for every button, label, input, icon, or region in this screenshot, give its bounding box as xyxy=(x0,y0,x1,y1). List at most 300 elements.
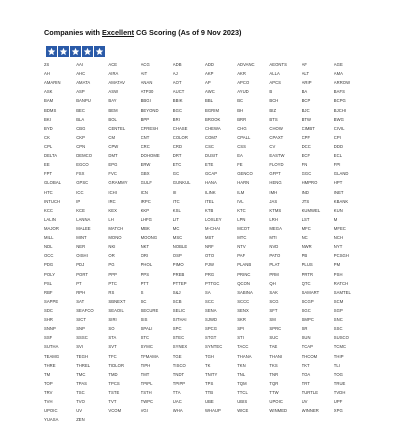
company-symbol: TWPC xyxy=(140,399,154,405)
company-symbol: MONO xyxy=(108,235,122,241)
company-symbol: LH xyxy=(108,216,114,222)
company-symbol: BLA xyxy=(76,116,85,122)
company-symbol: PSL xyxy=(44,280,53,286)
company-symbol: SR xyxy=(301,326,308,332)
company-symbol: PLAT xyxy=(269,262,280,268)
company-symbol: SCC xyxy=(205,298,214,304)
company-symbol: GPSC xyxy=(76,180,89,186)
company-symbol: IRPC xyxy=(140,198,151,204)
company-symbol: SIRI xyxy=(108,317,117,323)
company-symbol: THANA xyxy=(237,353,252,359)
company-symbol: SNP xyxy=(76,326,85,332)
company-symbol: OTO xyxy=(205,253,215,259)
company-symbol: TKS xyxy=(269,362,278,368)
company-symbol: TPIPP xyxy=(172,380,186,386)
company-symbol: TISCO xyxy=(172,362,186,368)
company-symbol: SYNTEC xyxy=(205,344,223,350)
company-symbol: WINMED xyxy=(269,408,288,414)
company-symbol: FE xyxy=(237,162,243,168)
company-symbol: NYT xyxy=(333,244,343,250)
company-symbol: THIP xyxy=(333,353,344,359)
company-symbol: AJ xyxy=(172,71,178,77)
company-symbol: SITHAI xyxy=(172,317,187,323)
company-symbol: BRI xyxy=(172,116,180,122)
company-symbol: CSS xyxy=(237,143,246,149)
company-symbol: ATP30 xyxy=(140,89,154,95)
company-symbol: EE xyxy=(44,162,50,168)
company-symbol: BGC xyxy=(172,107,183,113)
company-symbol: BPP xyxy=(140,116,150,122)
company-symbol: AIT xyxy=(140,71,148,77)
company-symbol: LST xyxy=(301,216,310,222)
company-symbol: STEC xyxy=(172,335,185,341)
company-symbol: ACE xyxy=(108,62,118,67)
company-symbol: SAT xyxy=(76,298,85,304)
company-symbol: EGCO xyxy=(76,162,89,168)
company-symbol: NKI xyxy=(108,244,116,250)
company-symbol: BANPU xyxy=(76,98,91,104)
company-symbol: TGE xyxy=(172,353,182,359)
company-symbol: TKN xyxy=(237,362,246,368)
company-symbol: SCB xyxy=(172,298,182,304)
company-symbol: BKI xyxy=(44,116,51,122)
company-symbol: SEAOIL xyxy=(108,307,124,313)
company-symbol: III xyxy=(172,189,177,195)
company-symbol: MTC xyxy=(237,235,247,241)
company-symbol: ERW xyxy=(140,162,151,168)
company-symbol: PDJ xyxy=(76,262,85,268)
company-symbol: SCGP xyxy=(301,298,314,304)
company-symbol: DRT xyxy=(172,153,182,159)
company-symbol: EASTW xyxy=(269,153,285,159)
company-symbol: HANA xyxy=(205,180,217,186)
company-symbol: AMARIN xyxy=(44,80,61,86)
company-symbol: PHOL xyxy=(140,262,153,268)
company-symbol: MILL xyxy=(44,235,54,241)
company-symbol: TMD xyxy=(108,371,118,377)
company-symbol: MFC xyxy=(301,225,311,231)
company-symbol: KKP xyxy=(140,207,150,213)
company-symbol: UPF xyxy=(333,399,343,405)
company-symbol: TMC xyxy=(76,371,86,377)
company-symbol: TFMAMA xyxy=(140,353,159,359)
company-symbol: SENX xyxy=(237,307,249,313)
company-symbol: MBK xyxy=(140,225,150,231)
company-symbol: MEGA xyxy=(269,225,282,231)
company-symbol: TQR xyxy=(269,380,279,386)
company-symbol: HENG xyxy=(269,180,282,186)
company-symbol: PJW xyxy=(205,262,214,268)
company-symbol: GCAP xyxy=(205,171,218,177)
company-symbol: CBG xyxy=(76,125,86,131)
company-symbol: TFC xyxy=(108,353,117,359)
company-symbol: TPAS xyxy=(76,380,88,386)
company-symbol: AMA xyxy=(333,71,344,77)
company-symbol: AYUD xyxy=(237,89,249,95)
company-symbol: OSP xyxy=(172,253,182,259)
company-symbol: FPI xyxy=(333,162,341,168)
star-icon xyxy=(94,46,105,57)
company-symbol: NVD xyxy=(269,244,279,250)
company-symbol: CPN xyxy=(76,143,86,149)
company-symbol: BCPG xyxy=(333,98,346,104)
company-symbol: CK xyxy=(44,134,50,140)
company-symbol: XPG xyxy=(333,408,343,414)
company-symbol: CPF xyxy=(301,134,311,140)
company-symbol: SAMTEL xyxy=(333,289,351,295)
company-symbol: TOG xyxy=(333,371,343,377)
company-symbol: SCG xyxy=(269,298,279,304)
company-symbol: SABINA xyxy=(237,289,253,295)
company-symbol: QCON xyxy=(237,280,250,286)
company-symbol: RS xyxy=(108,289,115,295)
company-symbol: THREL xyxy=(76,362,91,368)
company-symbol: TNITY xyxy=(205,371,218,377)
company-symbol: IRC xyxy=(108,198,116,204)
company-symbol: SPCG xyxy=(205,326,218,332)
company-symbol: TQM xyxy=(237,380,247,386)
company-symbol: FPT xyxy=(44,171,53,177)
company-symbol: SO xyxy=(108,326,115,332)
company-symbol: GULF xyxy=(140,180,152,186)
company-symbol: SAPPE xyxy=(44,298,59,304)
company-symbol: ORI xyxy=(140,253,149,259)
company-symbol: AH xyxy=(44,71,50,77)
company-symbol: HMPRO xyxy=(301,180,318,186)
company-symbol: BEYOND xyxy=(140,107,159,113)
company-symbol: SMPC xyxy=(301,317,314,323)
company-symbol: OR xyxy=(108,253,115,259)
company-symbol: LANNA xyxy=(76,216,91,222)
company-symbol: NC xyxy=(301,235,308,241)
company-symbol: ALT xyxy=(301,71,310,77)
company-symbol: BA xyxy=(301,89,308,95)
company-symbol: JAS xyxy=(269,198,278,204)
company-symbol: KCC xyxy=(44,207,53,213)
company-symbol: SC xyxy=(140,298,147,304)
company-symbol: SSF xyxy=(44,335,53,341)
company-symbol: DOHOME xyxy=(140,153,160,159)
company-symbol: BCP xyxy=(301,98,311,104)
company-symbol: CHEWA xyxy=(205,125,221,131)
company-symbol: ITC xyxy=(172,198,180,204)
company-symbol: KTC xyxy=(237,207,246,213)
company-symbol: PM xyxy=(333,262,341,268)
company-symbol: SA xyxy=(205,289,211,295)
company-symbol: SHR xyxy=(44,317,53,323)
company-symbol: WINNER xyxy=(301,408,319,414)
title-emphasis: Excellent xyxy=(101,28,135,37)
company-symbol: TIPH xyxy=(140,362,151,368)
company-symbol: PTT xyxy=(140,280,149,286)
company-symbol: THCOM xyxy=(301,353,318,359)
company-symbol: NOBLE xyxy=(172,244,188,250)
company-symbol: AKP xyxy=(205,71,214,77)
company-symbol: MCOT xyxy=(237,225,250,231)
company-symbol: SELIC xyxy=(172,307,186,313)
company-symbol: CHASE xyxy=(172,125,188,131)
company-symbol: SVI xyxy=(76,344,84,350)
company-symbol: BAM xyxy=(44,98,54,104)
company-symbol: QH xyxy=(269,280,276,286)
company-symbol: TURTLE xyxy=(301,389,319,395)
company-symbol: CRC xyxy=(140,143,150,149)
company-symbol: OCC xyxy=(44,253,54,259)
company-symbol: B xyxy=(269,89,273,95)
company-symbol: DMT xyxy=(108,153,118,159)
company-symbol: WHAUP xyxy=(205,408,221,414)
company-symbol: VGI xyxy=(140,408,148,414)
company-symbol: TPCS xyxy=(108,380,120,386)
company-symbol: STC xyxy=(140,335,150,341)
company-symbol: SGC xyxy=(301,307,311,313)
company-symbol: NCH xyxy=(333,235,344,241)
company-symbol: 2S xyxy=(44,62,50,67)
company-symbol: SCCC xyxy=(237,298,250,304)
company-symbol: MSC xyxy=(172,235,183,241)
company-symbol: KTMS xyxy=(269,207,282,213)
company-symbol: UPOIC xyxy=(269,399,283,405)
company-symbol: FVC xyxy=(108,171,117,177)
company-symbol: ACG xyxy=(140,62,150,67)
company-symbol: ECL xyxy=(333,153,343,159)
company-symbol: TK xyxy=(205,362,211,368)
company-symbol: KUMWEL xyxy=(301,207,321,213)
company-symbol: BIZ xyxy=(269,107,277,113)
company-symbol: ECF xyxy=(301,153,311,159)
company-symbol: CHG xyxy=(237,125,247,131)
company-symbol: UBE xyxy=(205,399,214,405)
company-symbol: AP xyxy=(205,80,211,86)
company-symbol: SUN xyxy=(301,335,311,341)
company-symbol: SKR xyxy=(237,317,246,323)
company-symbol: SVT xyxy=(108,344,117,350)
company-symbol: BJCHI xyxy=(333,107,347,113)
title-prefix: Companies with xyxy=(44,28,102,37)
company-symbol: AGE xyxy=(333,62,343,67)
company-symbol: CHOW xyxy=(269,125,283,131)
company-symbol: GRAMMY xyxy=(108,180,128,186)
company-symbol: BOL xyxy=(108,116,117,122)
company-symbol: MALEE xyxy=(76,225,91,231)
company-symbol: SIS xyxy=(140,317,148,323)
company-symbol: AIRA xyxy=(108,71,119,77)
company-symbol: ADD xyxy=(205,62,214,67)
company-symbol: IMH xyxy=(269,189,278,195)
company-symbol: ILINK xyxy=(205,189,216,195)
company-symbol: GLOBAL xyxy=(44,180,62,186)
company-symbol: TPS xyxy=(205,380,214,386)
company-symbol: TKT xyxy=(301,362,310,368)
company-symbol: CPAXT xyxy=(269,134,284,140)
company-symbol: SAK xyxy=(269,289,278,295)
company-symbol: AHC xyxy=(76,71,86,77)
company-symbol: TSC xyxy=(76,389,85,395)
company-symbol: BWG xyxy=(333,116,344,122)
company-symbol: NDL xyxy=(44,244,53,250)
company-symbol: TIDLOR xyxy=(108,362,125,368)
company-symbol-grid xyxy=(44,60,366,424)
company-symbol: QTC xyxy=(301,280,311,286)
company-symbol: ETC xyxy=(172,162,182,168)
company-symbol: AEONTS xyxy=(269,62,287,67)
company-symbol: ICN xyxy=(140,189,148,195)
company-symbol: MC xyxy=(172,225,180,231)
company-symbol: SUTHA xyxy=(44,344,59,350)
company-symbol: MFEC xyxy=(333,225,346,231)
company-symbol: CPW xyxy=(108,143,119,149)
company-symbol: SYNEX xyxy=(172,344,188,350)
company-symbol: SJWD xyxy=(205,317,218,323)
company-symbol: SNC xyxy=(333,317,343,323)
company-symbol: PPP xyxy=(108,271,117,277)
company-symbol: NRF xyxy=(205,244,214,250)
company-symbol: KSL xyxy=(172,207,181,213)
company-symbol: CIMBT xyxy=(301,125,315,131)
company-symbol: BEM xyxy=(108,107,118,113)
company-symbol: SECURE xyxy=(140,307,159,313)
company-symbol: SUSCO xyxy=(333,335,349,341)
company-symbol: GC xyxy=(172,171,180,177)
star-icon xyxy=(58,46,69,57)
company-symbol: IND xyxy=(301,189,309,195)
company-symbol: SPALI xyxy=(140,326,153,332)
star-icon xyxy=(82,46,93,57)
company-symbol: PIMO xyxy=(172,262,184,268)
company-symbol: CSC xyxy=(205,143,214,149)
company-symbol: TM xyxy=(44,371,51,377)
company-symbol: BAY xyxy=(108,98,117,104)
company-symbol: CPALL xyxy=(237,134,251,140)
company-symbol: COM7 xyxy=(205,134,218,140)
company-symbol: PAF xyxy=(237,253,246,259)
company-symbol: PRINC xyxy=(237,271,251,277)
company-symbol: SPC xyxy=(172,326,182,332)
company-symbol: NER xyxy=(76,244,86,250)
company-symbol: SPI xyxy=(237,326,245,332)
company-symbol: WHA xyxy=(172,408,183,414)
company-symbol: TEGH xyxy=(76,353,89,359)
company-symbol: TAE xyxy=(269,344,278,350)
company-symbol: IP xyxy=(76,198,81,204)
company-symbol: CRD xyxy=(172,143,183,149)
company-symbol: TGH xyxy=(205,353,214,359)
company-symbol: APCS xyxy=(269,80,281,86)
company-symbol: MTI xyxy=(269,235,277,241)
company-symbol: UPOIC xyxy=(44,408,58,414)
company-symbol: ASP xyxy=(76,89,85,95)
company-symbol: PATO xyxy=(269,253,281,259)
company-symbol: PB xyxy=(301,253,308,259)
company-symbol: SM xyxy=(269,317,276,323)
company-symbol: TNDT xyxy=(172,371,185,377)
company-symbol: DUSIT xyxy=(205,153,218,159)
company-symbol: STI xyxy=(237,335,244,341)
company-symbol: ASK xyxy=(44,89,53,95)
company-symbol: PRG xyxy=(205,271,215,277)
company-symbol: ANAN xyxy=(140,80,153,86)
company-symbol: BYD xyxy=(44,125,53,131)
company-symbol: TVO xyxy=(76,399,85,405)
company-symbol: THANI xyxy=(269,353,283,359)
company-symbol: PTC xyxy=(108,280,117,286)
company-symbol: BC xyxy=(237,98,244,104)
company-symbol: LPN xyxy=(237,216,246,222)
company-symbol: SPRC xyxy=(269,326,282,332)
company-symbol: STGT xyxy=(205,335,217,341)
company-symbol: ICHI xyxy=(108,189,117,195)
company-symbol: BRR xyxy=(237,116,247,122)
company-symbol: RATCH xyxy=(333,280,349,286)
company-symbol: UV xyxy=(301,399,308,405)
company-symbol: OISHI xyxy=(76,253,88,259)
company-symbol: TSTE xyxy=(108,389,120,395)
company-symbol: MATCH xyxy=(108,225,124,231)
company-symbol: YUASA xyxy=(44,417,59,423)
company-symbol: LIT xyxy=(172,216,179,222)
company-symbol: BAFS xyxy=(333,89,345,95)
company-symbol: ILM xyxy=(237,189,245,195)
company-symbol: CV xyxy=(269,143,276,149)
company-symbol: PLUS xyxy=(301,262,313,268)
title-suffix: CG Scoring (As of 9 Nov 2023) xyxy=(134,28,242,37)
company-symbol: TPIPL xyxy=(140,380,153,386)
company-symbol: PDG xyxy=(44,262,54,268)
company-symbol: AWC xyxy=(205,89,215,95)
company-symbol: SBNEXT xyxy=(108,298,126,304)
company-symbol: ASW xyxy=(108,89,119,95)
company-symbol: ARROW xyxy=(333,80,351,86)
company-symbol: FN xyxy=(301,162,308,168)
company-symbol: SNNP xyxy=(44,326,56,332)
company-symbol: PTTEP xyxy=(172,280,187,286)
company-symbol: PREB xyxy=(172,271,185,277)
star-icon xyxy=(46,46,57,57)
company-symbol: PORT xyxy=(76,271,88,277)
company-symbol: CENTEL xyxy=(108,125,126,131)
company-symbol: TEAMG xyxy=(44,353,60,359)
company-symbol: BGRIM xyxy=(205,107,219,113)
company-symbol: CNT xyxy=(140,134,150,140)
company-symbol: SENA xyxy=(205,307,217,313)
company-symbol: LOXLEY xyxy=(205,216,222,222)
document-page xyxy=(31,20,371,423)
company-symbol: HARN xyxy=(237,180,250,186)
company-symbol: SSC xyxy=(333,326,343,332)
company-symbol: SYMC xyxy=(140,344,153,350)
company-symbol: AF xyxy=(301,62,308,67)
company-symbol: TNR xyxy=(269,371,279,377)
company-symbol: AMATAV xyxy=(108,80,125,86)
company-symbol: MAJOR xyxy=(44,225,59,231)
company-symbol: GUNKUL xyxy=(172,180,191,186)
company-symbol: DCC xyxy=(301,143,311,149)
company-symbol: PTTGC xyxy=(205,280,220,286)
company-symbol: CPI xyxy=(333,134,341,140)
company-symbol: PPS xyxy=(140,271,150,277)
company-symbol: FLOYD xyxy=(269,162,284,168)
company-symbol: TOA xyxy=(301,371,311,377)
company-symbol: ADVANC xyxy=(237,62,255,67)
company-symbol: VCOM xyxy=(108,408,122,414)
company-symbol: BBGI xyxy=(140,98,151,104)
company-symbol: NKT xyxy=(140,244,150,250)
company-symbol: MST xyxy=(205,235,214,241)
company-symbol: AUCT xyxy=(172,89,185,95)
company-symbol: DEMCO xyxy=(76,153,93,159)
company-symbol: BBL xyxy=(205,98,214,104)
company-symbol: PCSGH xyxy=(333,253,349,259)
